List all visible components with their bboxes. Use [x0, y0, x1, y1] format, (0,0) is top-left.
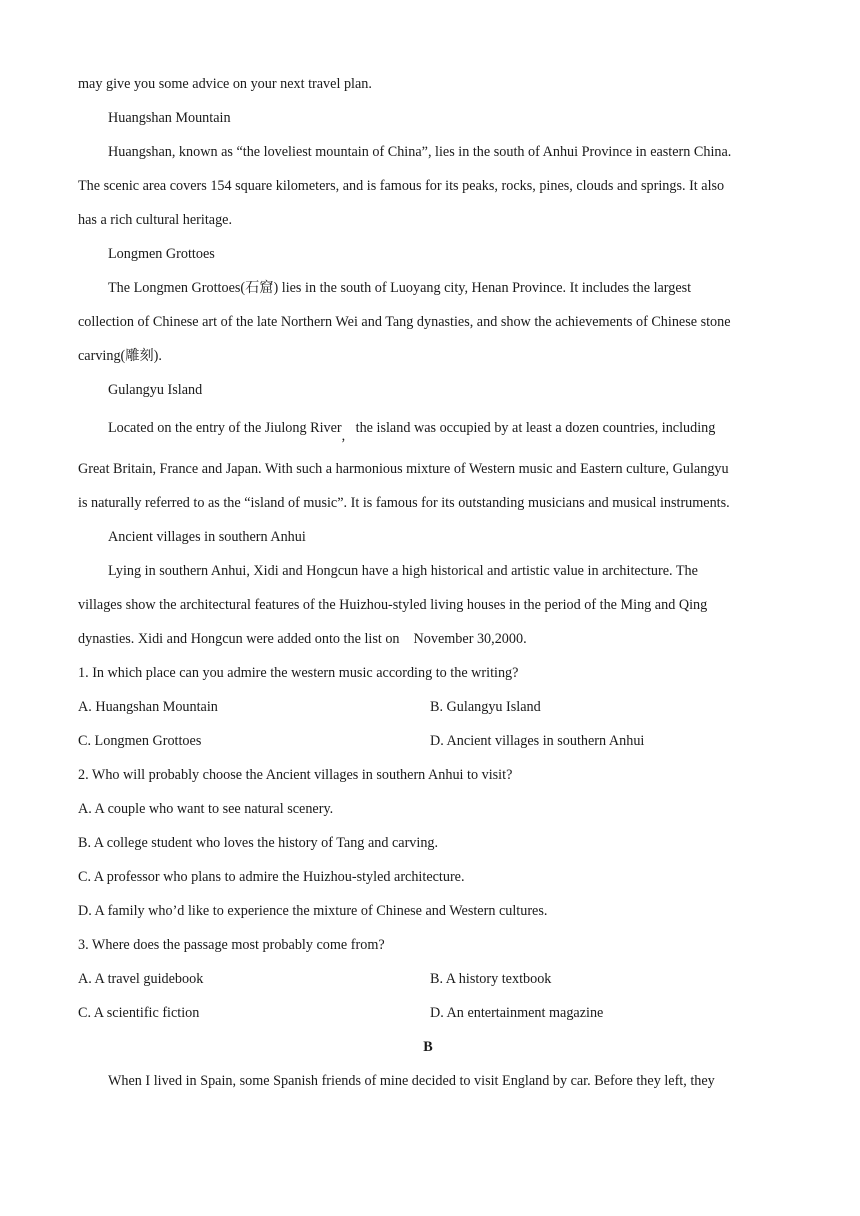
- paragraph-line: [78, 410, 778, 455]
- option-a: A. Huangshan Mountain: [78, 699, 218, 715]
- option-row: [78, 965, 778, 999]
- option-b: B. A college student who loves the history of Tang and carving.: [78, 835, 439, 851]
- paragraph-line: The Longmen Grottoes(石窟) lies in the south of Luoyang city, Henan Province. It includes the largest: [108, 280, 692, 296]
- option-row: [78, 999, 778, 1033]
- paragraph-line: has a rich cultural heritage.: [78, 212, 233, 228]
- paragraph-line: collection of Chinese art of the late Northern Wei and Tang dynasties, and show the achievements of Chinese stone: [78, 314, 731, 330]
- option-b: B. Gulangyu Island: [430, 699, 541, 715]
- paragraph-text: November 30,2000.: [413, 631, 527, 647]
- section-heading-anhui: Ancient villages in southern Anhui: [108, 529, 306, 545]
- paragraph-line: is naturally referred to as the “island of music”. It is famous for its outstanding musicians and musical instruments.: [78, 495, 730, 511]
- option-c: C. A scientific fiction: [78, 1005, 200, 1021]
- section-heading-huangshan: Huangshan Mountain: [108, 110, 231, 126]
- paragraph-line: [78, 625, 778, 659]
- option-d: D. Ancient villages in southern Anhui: [430, 733, 645, 749]
- section-heading-gulangyu: Gulangyu Island: [108, 382, 203, 398]
- question-stem: 1. In which place can you admire the western music according to the writing?: [78, 665, 519, 681]
- option-c: C. A professor who plans to admire the Huizhou-styled architecture.: [78, 869, 465, 885]
- question-stem: 2. Who will probably choose the Ancient villages in southern Anhui to visit?: [78, 767, 513, 783]
- section-heading-longmen: Longmen Grottoes: [108, 246, 215, 262]
- paragraph-line: villages show the architectural features of the Huizhou-styled living houses in the period of the Ming and Qing: [78, 597, 708, 613]
- paragraph-line: carving(雕刻).: [78, 348, 162, 364]
- paragraph-line: Great Britain, France and Japan. With such a harmonious mixture of Western music and Eastern culture, Gulangyu: [78, 461, 729, 477]
- paragraph-text: the island was occupied by at least a dozen countries, including: [355, 420, 716, 436]
- option-d: D. An entertainment magazine: [430, 1005, 604, 1021]
- option-a: A. A couple who want to see natural scenery.: [78, 801, 334, 817]
- option-row: [78, 727, 778, 761]
- subscript-comma: ,: [341, 428, 346, 444]
- document-page: [78, 70, 778, 1101]
- intro-line: may give you some advice on your next travel plan.: [78, 76, 372, 92]
- paragraph-text: dynasties. Xidi and Hongcun were added onto the list on: [78, 631, 400, 647]
- paragraph-line: Lying in southern Anhui, Xidi and Hongcun have a high historical and artistic value in architecture. The: [108, 563, 698, 579]
- option-b: B. A history textbook: [430, 971, 552, 987]
- paragraph-line: When I lived in Spain, some Spanish friends of mine decided to visit England by car. Before they left, they: [108, 1073, 715, 1089]
- section-letter-b: B: [423, 1039, 433, 1055]
- paragraph-text: Located on the entry of the Jiulong River: [108, 420, 342, 436]
- option-d: D. A family who’d like to experience the mixture of Chinese and Western cultures.: [78, 903, 548, 919]
- question-stem: 3. Where does the passage most probably come from?: [78, 937, 385, 953]
- option-row: [78, 693, 778, 727]
- paragraph-line: The scenic area covers 154 square kilometers, and is famous for its peaks, rocks, pines, clouds and springs. It also: [78, 178, 725, 194]
- option-c: C. Longmen Grottoes: [78, 733, 202, 749]
- paragraph-line: Huangshan, known as “the loveliest mountain of China”, lies in the south of Anhui Province in eastern China.: [108, 144, 732, 160]
- option-a: A. A travel guidebook: [78, 971, 204, 987]
